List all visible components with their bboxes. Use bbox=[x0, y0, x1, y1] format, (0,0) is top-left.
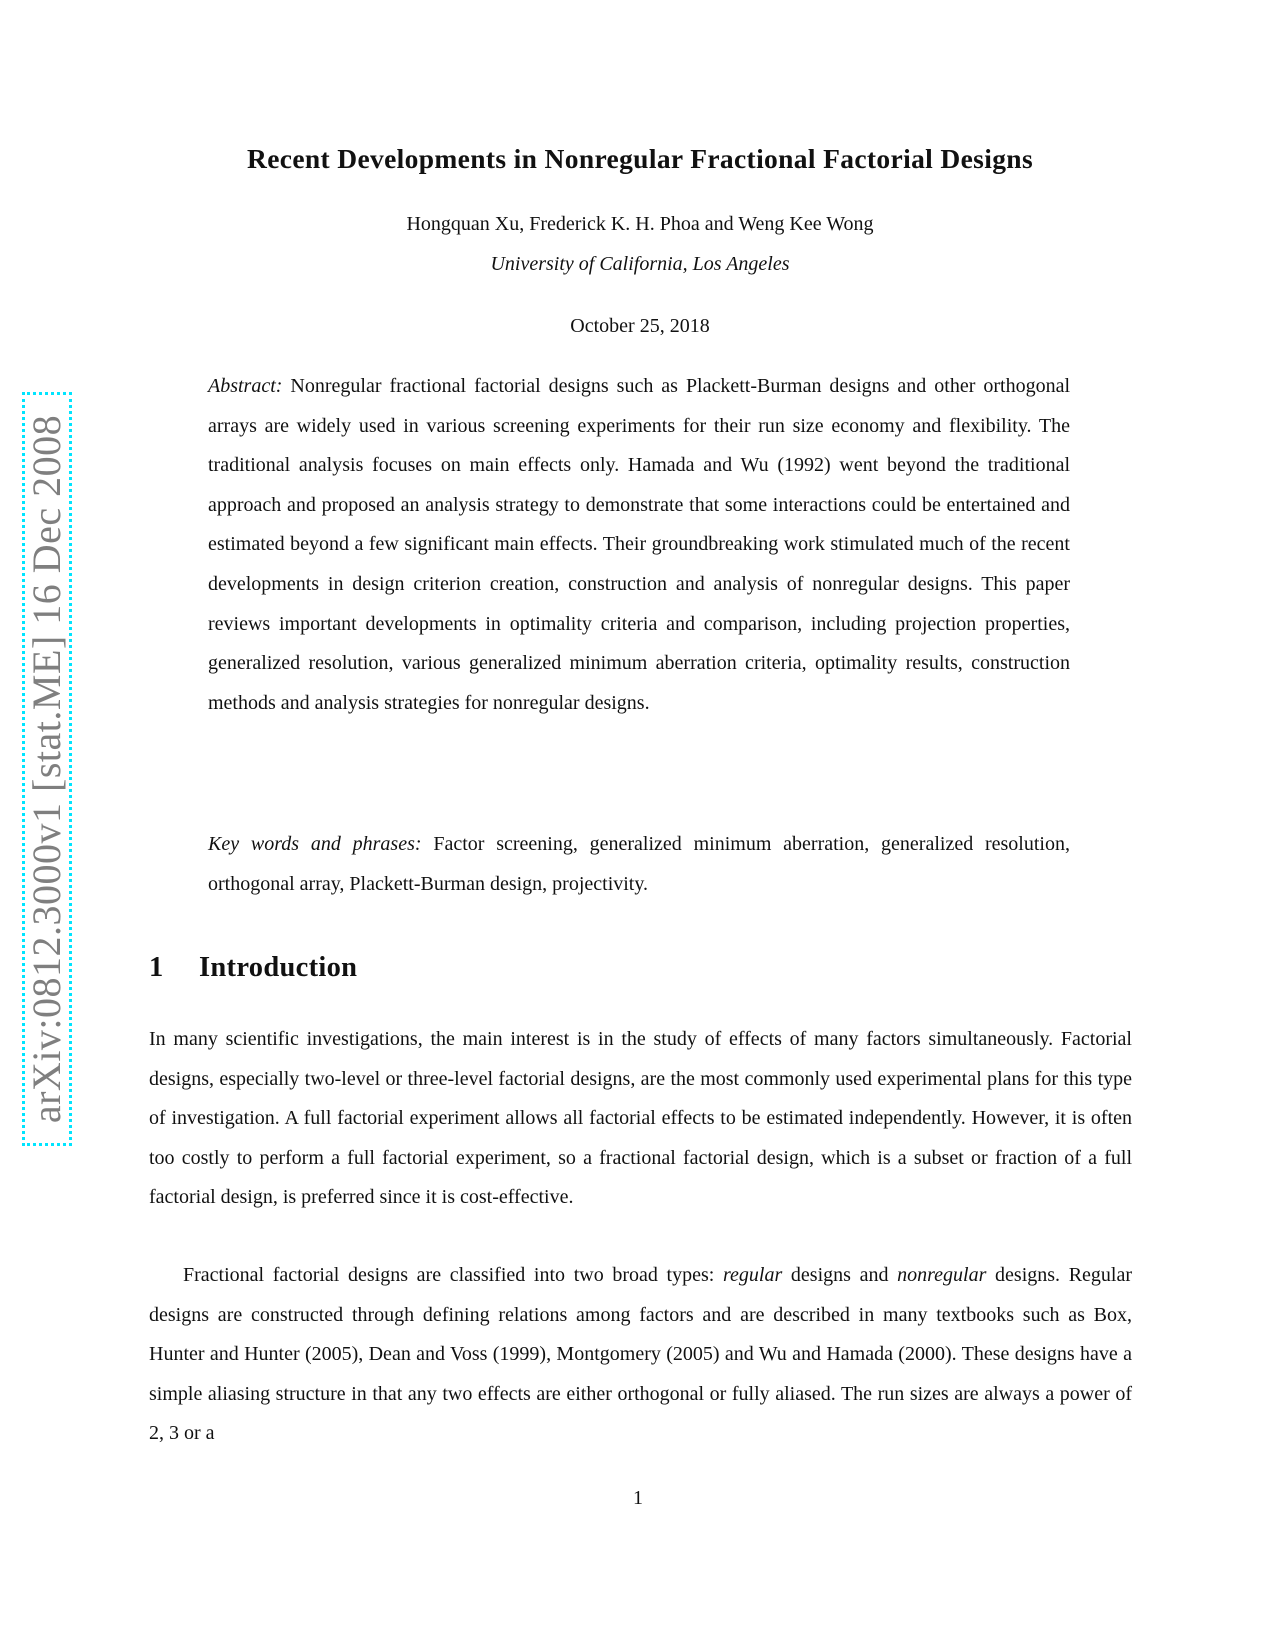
arxiv-stamp[interactable] bbox=[22, 392, 72, 1146]
section-number: 1 bbox=[149, 952, 164, 983]
intro-paragraph-1: In many scientific investigations, the main interest is in the study of effects of many factors simultaneously. Factorial designs, especially two-level or three-level factorial designs, are the most commonly used experimental plans for this type of investigation. A full factorial experiment allows all factorial effects to be estimated independently. However, it is often too costly to perform a full factorial experiment, so a fractional factorial design, which is a subset or fraction of a full factorial design, is preferred since it is cost-effective. bbox=[149, 1028, 1132, 1209]
date: October 25, 2018 bbox=[570, 315, 710, 337]
abstract-text: Nonregular fractional factorial designs such as Plackett-Burman designs and other orthogonal arrays are widely used in various screening experiments for their run size economy and flexibility. The traditional analysis focuses on main effects only. Hamada and Wu (1992) went beyond the traditional approach and proposed an analysis strategy to demonstrate that some interactions could be entertained and estimated beyond a few significant main effects. Their groundbreaking work stimulated much of the recent developments in design criterion creation, construction and analysis of nonregular designs. This paper reviews important developments in optimality criteria and comparison, including projection properties, generalized resolution, various generalized minimum aberration criteria, optimality results, construction methods and analysis strategies for nonregular designs. bbox=[208, 375, 1070, 714]
section-heading bbox=[149, 952, 357, 984]
keywords-text: Factor screening, generalized minimum aberration, generalized resolution, orthogonal array, Plackett-Burman design, projectivity. bbox=[208, 833, 1070, 895]
abstract bbox=[208, 367, 1070, 723]
paragraph2-mid: designs and bbox=[782, 1264, 898, 1286]
keywords-label: Key words and phrases: bbox=[208, 833, 422, 855]
authors: Hongquan Xu, Frederick K. H. Phoa and Weng Kee Wong bbox=[406, 213, 874, 235]
paragraph2-lead: Fractional factorial designs are classified into two broad types: bbox=[183, 1264, 723, 1286]
affiliation: University of California, Los Angeles bbox=[490, 253, 790, 275]
term-nonregular: nonregular bbox=[897, 1264, 987, 1286]
paragraph2-rest: designs. Regular designs are constructed through defining relations among factors and are described in many textbooks such as Box, Hunter and Hunter (2005), Dean and Voss (1999), Montgomery (2005) and Wu and Hamada (2000). These designs have a simple aliasing structure in that any two effects are either orthogonal or fully aliased. The run sizes are always a power of 2, 3 or a bbox=[149, 1264, 1132, 1445]
page-number: 1 bbox=[633, 1487, 643, 1509]
keywords bbox=[208, 825, 1070, 904]
arxiv-stamp-text: arXiv:0812.3000v1 [stat.ME] 16 Dec 2008 bbox=[24, 414, 69, 1124]
section-title: Introduction bbox=[199, 952, 358, 983]
abstract-label: Abstract: bbox=[208, 375, 283, 397]
paper-title: Recent Developments in Nonregular Fractional Factorial Designs bbox=[247, 143, 1033, 174]
term-regular: regular bbox=[722, 1264, 783, 1286]
intro-paragraph-2 bbox=[149, 1256, 1132, 1454]
